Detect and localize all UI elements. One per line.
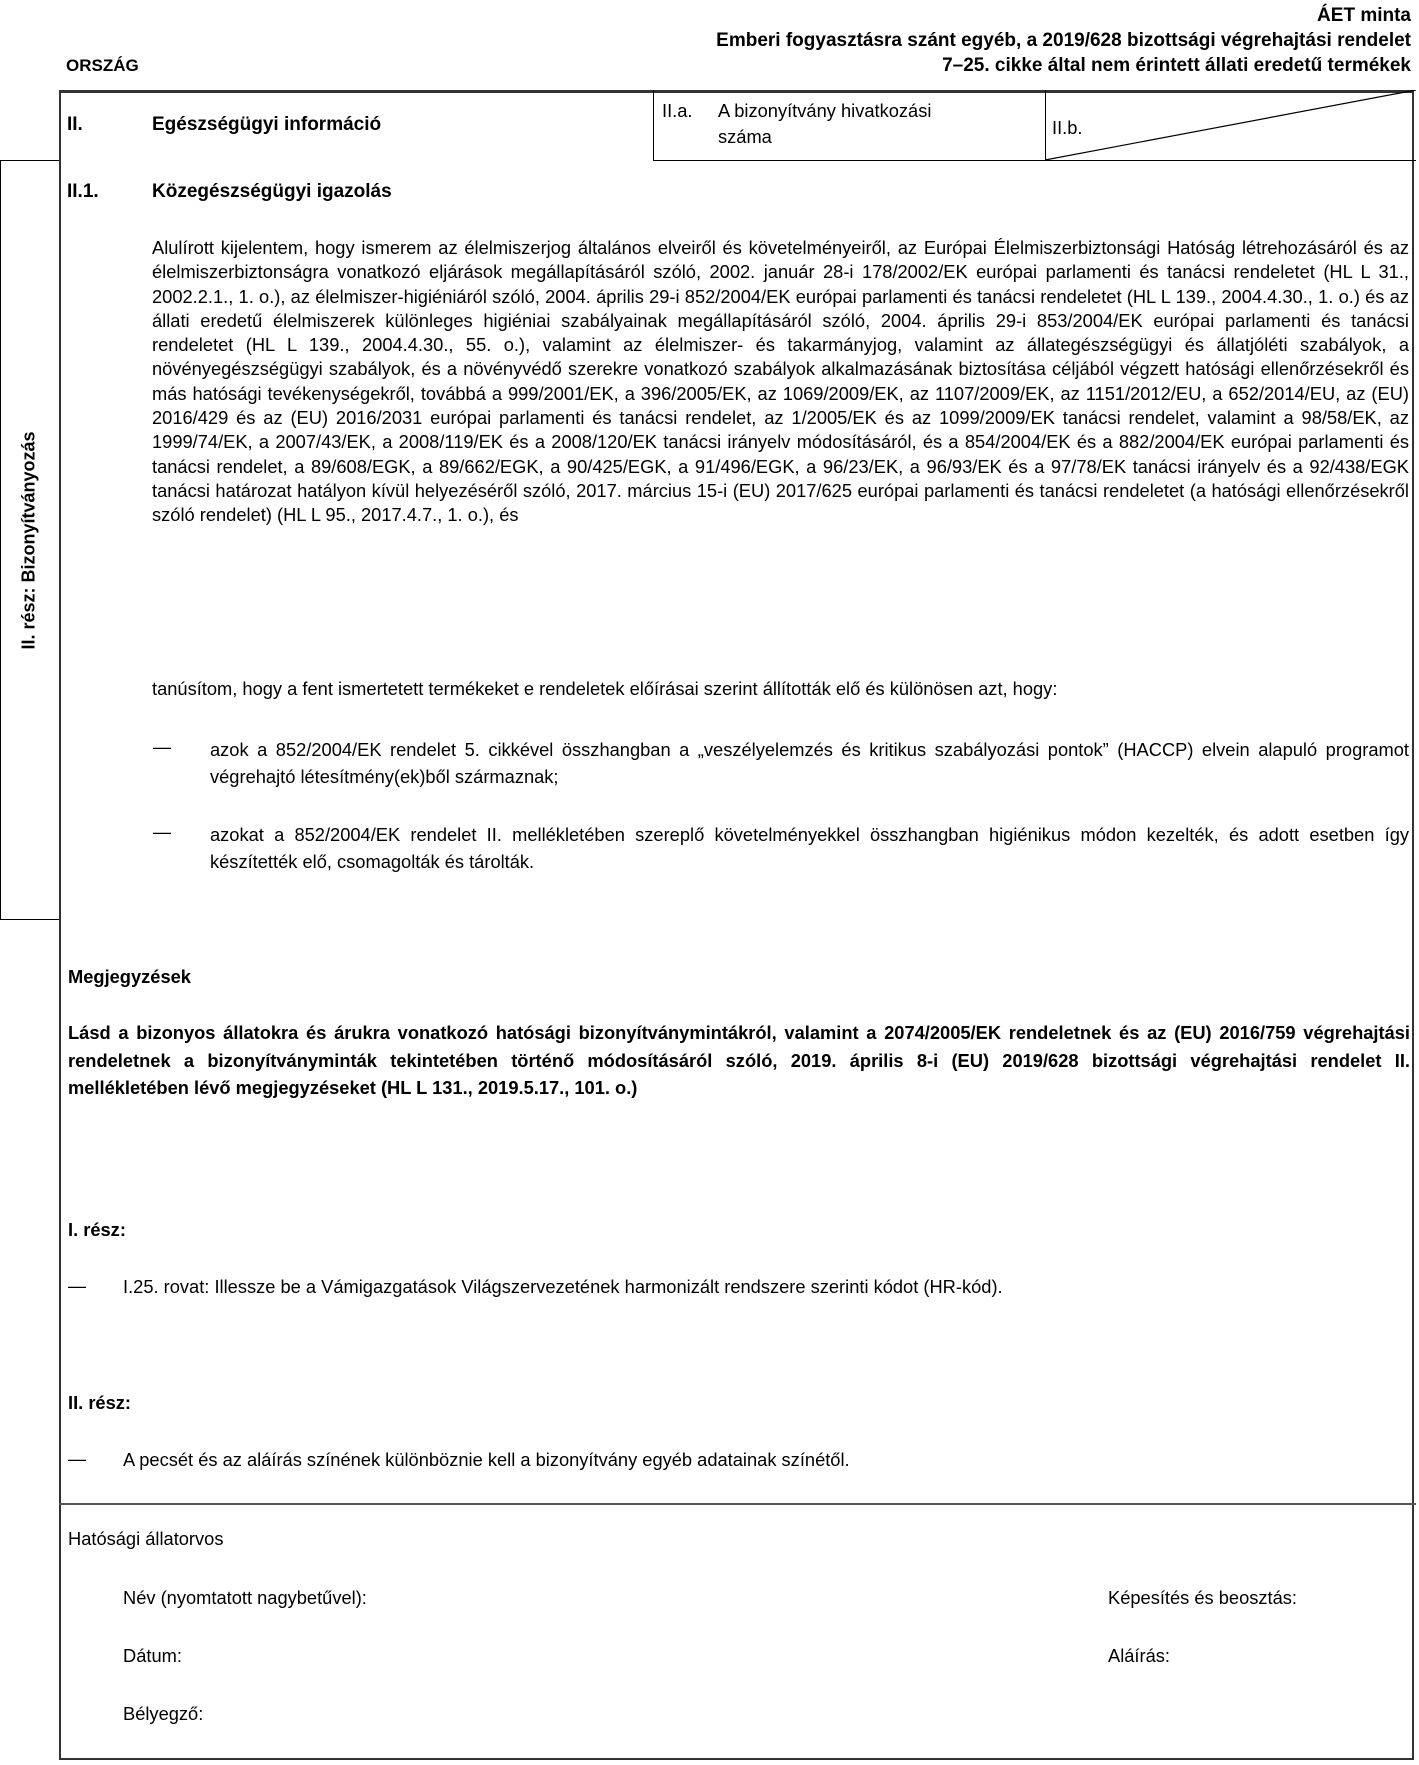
part2-heading: II. rész: [68,1392,131,1413]
notes-heading: Megjegyzések [68,966,191,987]
notes-paragraph: Lásd a bizonyos állatokra és árukra vonatkozó hatósági bizonyítványmintákról, valamint a 2074/2005/EK rendeletnek és az (EU) 2016/759 végrehajtási rendeletnek a bizonyítványminták tekintetében történő módosításáról szóló, 2019. április 8-i (EU) 2019/628 bizottsági végrehajtási rendelet II. mellékletében lévő megjegyzéseket (HL L 131., 2019.5.17., 101. o.) [68,1022,1410,1098]
attestation-bullet: azok a 852/2004/EK rendelet 5. cikkével összhangban a „veszélyelemzés és kritikus szabályozási pontok” (HACCP) elvein alapuló programot végrehajtó létesítmény(ek)ből származnak; [210,739,1409,787]
attestation-bullet: azokat a 852/2004/EK rendelet II. mellékletében szereplő követelményekkel összhangban higiénikus módon kezelték, és adott esetben így készítették elő, csomagolták és tárolták. [210,824,1409,872]
attestation-line: tanúsítom, hogy a fent ismertetett termékeket e rendeletek előírásai szerint állították elő és különösen azt, hogy: [152,678,1058,699]
model-label: ÁET minta [1317,5,1411,26]
bullet-dash: — [153,737,171,757]
section-number: II. [67,114,83,135]
part2-note: A pecsét és az aláírás színének különböznie kell a bizonyítvány egyéb adatainak színétől. [123,1449,850,1470]
side-tab-label-wrap [0,160,59,920]
qualification-label: Képesítés és beosztás: [1108,1587,1298,1608]
name-label: Név (nyomtatott nagybetűvel): [123,1587,367,1608]
certificate-title-line1: Emberi fogyasztásra szánt egyéb, a 2019/628 bizottsági végrehajtási rendelet [716,30,1411,51]
side-tab-label: II. rész: Bizonyítványozás [19,430,40,650]
ii-b-number: II.b. [1052,117,1083,138]
certificate-title-line2: 7–25. cikke által nem érintett állati eredetű termékek [942,55,1411,76]
date-label: Dátum: [123,1645,182,1666]
ii-a-label-line2: száma [718,126,772,147]
bullet-dash: — [68,1449,86,1469]
diagonal-line [1045,90,1416,160]
strike-diagonal [1045,90,1417,161]
stamp-label: Bélyegző: [123,1703,204,1724]
subsection-number: II.1. [67,181,99,202]
country-label: ORSZÁG [66,56,139,75]
subsection-title: Közegészségügyi igazolás [152,181,392,202]
ii-a-label-line1: A bizonyítvány hivatkozási [718,100,932,121]
official-vet-title: Hatósági állatorvos [68,1528,224,1549]
bullet-dash: — [153,822,171,842]
signature-divider [59,1503,1416,1505]
section-title: Egészségügyi információ [152,114,382,135]
part1-heading: I. rész: [68,1219,126,1240]
ii-a-number: II.a. [662,100,693,121]
bullet-dash: — [68,1276,86,1296]
declaration-paragraph: Alulírott kijelentem, hogy ismerem az élelmiszerjog általános elveiről és követelményeiről, az Európai Élelmiszerbiztonsági Hatóság létrehozásáról és az élelmiszerbiztonságra vonatkozó eljárások megállapításáról szóló, 2002. január 28-i 178/2002/EK európai parlamenti és tanácsi rendeletet (HL L 31., 2002.2.1., 1. o.), az élelmiszer-higiéniáról szóló, 2004. április 29-i 852/2004/EK európai parlamenti és tanácsi rendeletet (HL L 139., 2004.4.30., 1. o.) és az állati eredetű élelmiszerek különleges higiéniai szabályainak megállapításáról szóló, 2004. április 29-i 853/2004/EK európai parlamenti és tanácsi rendeletet (HL L 139., 2004.4.30., 55. o.), valamint az élelmiszer- és takarmányjog, valamint az állategészségügyi és állatjóléti szabályok, a növényegészségügyi szabályok, és a növényvédő szerekre vonatkozó szabályok alkalmazásának biztosítása céljából végzett hatósági ellenőrzésekről és más hatósági tevékenységekről, továbbá a 999/2001/EK, a 396/2005/EK, az 1069/2009/EK, az 1107/2009/EK, az 1151/2012/EU, a 652/2014/EU, az (EU) 2016/429 és az (EU) 2016/2031 európai parlamenti és tanácsi rendelet, az 1/2005/EK és az 1099/2009/EK tanácsi rendelet, valamint a 98/58/EK, az 1999/74/EK, a 2007/43/EK, a 2008/119/EK és a 2008/120/EK tanácsi irányelv módosításáról, és a 854/2004/EK és a 882/2004/EK európai parlamenti és tanácsi rendelet, a 89/608/EGK, a 89/662/EGK, a 90/425/EGK, a 91/496/EGK, a 96/23/EK, a 96/93/EK és a 97/78/EK tanácsi irányelv és a 92/438/EGK tanácsi határozat hatályon kívül helyezéséről szóló, 2017. március 15-i (EU) 2017/625 európai parlamenti és tanácsi rendeletet (a hatósági ellenőrzésekről szóló rendelet) (HL L 95., 2017.4.7., 1. o.), és [152,237,1409,526]
part1-note: I.25. rovat: Illessze be a Vámigazgatások Világszervezetének harmonizált rendszere szerinti kódot (HR-kód). [123,1276,1003,1297]
signature-label: Aláírás: [1108,1645,1170,1666]
